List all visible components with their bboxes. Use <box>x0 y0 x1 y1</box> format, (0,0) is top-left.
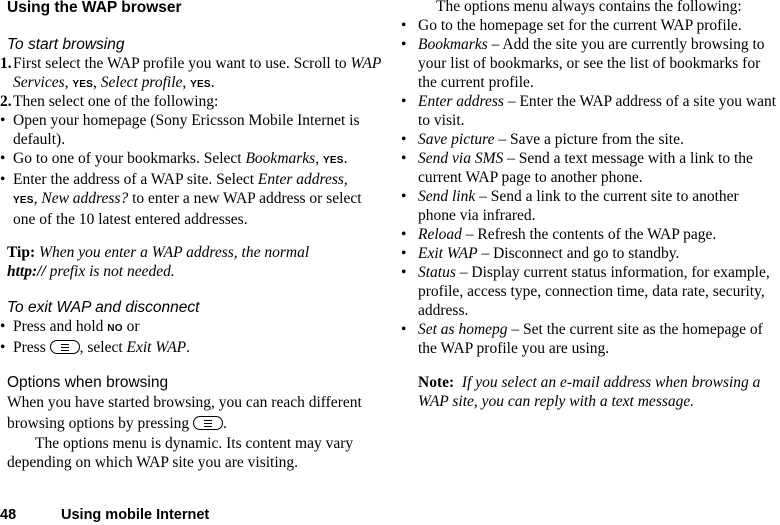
list-item: • Go to one of your bookmarks. Select Bookmarks, YES. <box>0 150 348 167</box>
yes-key-label: YES <box>190 79 211 90</box>
list-item: • Exit WAP – Disconnect and go to standby. <box>401 245 680 262</box>
footer-title: Using mobile Internet <box>61 507 210 523</box>
list-item: • Send via SMS – Send a text message with a link to the current WAP page to another phone. <box>401 150 753 186</box>
step-2: 2. Then select one of the following: <box>0 93 219 110</box>
list-item: • Reload – Refresh the contents of the WAP page. <box>401 226 717 243</box>
list-item: • Send link – Send a link to the current site to another phone via infrared. <box>401 188 739 224</box>
step-1: 1. First select the WAP profile you want to use. Scroll to WAP Services, YES, Select profile, YES. <box>0 54 382 94</box>
options-paragraph: When you have started browsing, you can reach different browsing options by pressing . The options menu is dynamic. Its content may vary depending on which WAP site you are visiting. <box>7 394 362 471</box>
options-intro: The options menu always contains the following: <box>436 0 742 15</box>
tip-note: Tip: When you enter a WAP address, the normal http:// prefix is not needed. <box>7 244 310 280</box>
list-item: • Press and hold NO or <box>0 318 140 335</box>
yes-key-label: YES <box>13 195 34 206</box>
list-item: • Enter address – Enter the WAP address of a site you want to visit. <box>401 93 777 129</box>
list-item: • Go to the homepage set for the current WAP profile. <box>401 17 742 34</box>
options-list <box>401 16 780 358</box>
start-browsing-title: To start browsing <box>7 36 125 53</box>
list-item: • Press , select Exit WAP. <box>0 339 191 356</box>
yes-key-label: YES <box>322 155 344 166</box>
exit-list <box>0 317 382 357</box>
page-number: 48 <box>0 507 17 523</box>
list-item: • Save picture – Save a picture from the site. <box>401 131 684 148</box>
list-item: • Set as homepg – Set the current site as the homepage of the WAP profile you are using. <box>401 321 763 357</box>
note: Note: If you select an e-mail address when browsing a WAP site, you can reply with a text message. <box>418 374 761 410</box>
section-heading: Using the WAP browser <box>7 0 182 16</box>
no-key-label: NO <box>107 323 123 334</box>
yes-key-label: YES <box>72 79 94 90</box>
list-item: • Status – Display current status information, for example, profile, access type, connection time, data rate, security, address. <box>401 264 770 319</box>
menu-key-icon <box>50 340 80 354</box>
options-title: Options when browsing <box>7 374 169 391</box>
list-item: • Open your homepage (Sony Ericsson Mobile Internet is default). <box>0 112 360 148</box>
list-item: • Bookmarks – Add the site you are currently browsing to your list of bookmarks, or see the list of bookmarks for the current profile. <box>401 36 765 91</box>
step-number: 2. <box>0 93 12 110</box>
menu-key-icon <box>193 416 223 430</box>
list-item: • Enter the address of a WAP site. Select Enter address, YES, New address? to enter a new WAP address or select one of the 10 latest entered addresses. <box>0 171 362 228</box>
exit-title: To exit WAP and disconnect <box>7 299 200 316</box>
option-list <box>0 111 382 229</box>
step-number: 1. <box>0 55 12 72</box>
